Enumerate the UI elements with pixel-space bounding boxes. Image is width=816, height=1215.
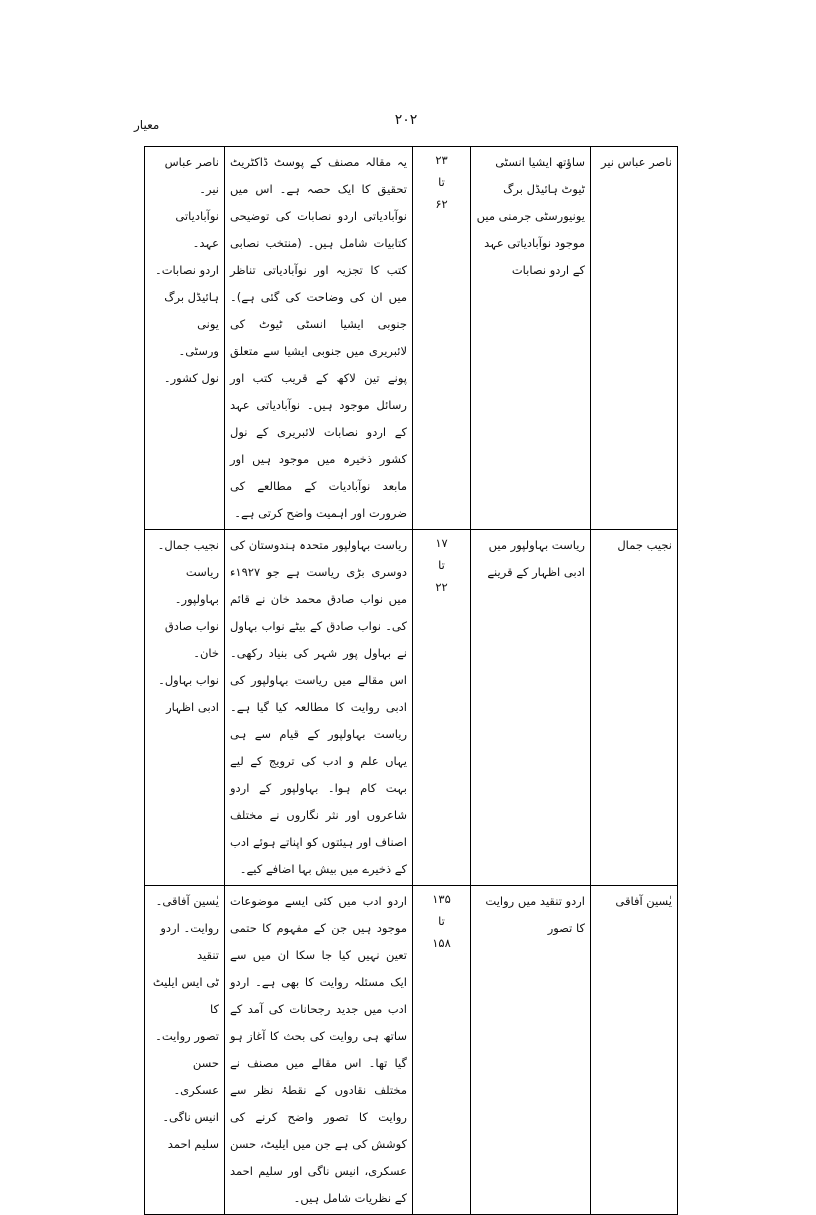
- keyword: ورسٹی۔: [178, 344, 219, 358]
- keyword: ناصر عباس نیر۔: [164, 155, 219, 196]
- author-cell: نجیب جمال: [591, 530, 678, 886]
- keyword: ہائیڈل برگ یونی: [164, 290, 219, 331]
- summary-cell: یہ مقالہ مصنف کے پوسٹ ڈاکٹریٹ تحقیق کا ایک حصہ ہے۔ اس میں نوآبادیاتی اردو نصابات کی توضیحی کتابیات شامل ہیں۔ (منتخب نصابی کتب کا تجزیہ اور نوآبادیاتی تناظر میں ان کی وضاحت کی گئی ہے)۔ جنوبی ایشیا انسٹی ٹیوٹ کی لائبریری میں جنوبی ایشیا سے متعلق پونے تین لاکھ کے قریب کتب اور رسائل موجود ہیں۔ نوآبادیاتی عہد کے اردو نصابات لائبریری کے نول کشور ذخیرہ میں موجود ہیں اور مابعد نوآبادیات کے مطالعے کی ضرورت اور اہمیت واضح کرتی ہے۔: [225, 147, 413, 530]
- keyword: نواب بہاول۔: [158, 673, 219, 687]
- title-cell: اردو تنقید میں روایت کا تصور: [471, 886, 591, 1215]
- summary-cell: ریاست بہاولپور متحدہ ہندوستان کی دوسری بڑی ریاست ہے جو ۱۹۲۷ء میں نواب صادق محمد خان نے قائم کی۔ نواب صادق کے بیٹے نواب بہاول نے بہاول پور شہر کی بنیاد رکھی۔ اس مقالے میں ریاست بہاولپور کی ادبی روایت کا مطالعہ کیا گیا ہے۔ ریاست بہاولپور کے قیام سے ہی یہاں علم و ادب کی ترویج کے لیے بہت کام ہوا۔ بہاولپور کے اردو شاعروں اور نثر نگاروں نے مختلف اصناف اور ہیئتوں کو اپناتے ہوئے ادب کے ذخیرے میں بیش بہا اضافے کیے۔: [225, 530, 413, 886]
- table-row: [145, 147, 678, 530]
- title-cell: ریاست بہاولپور میں ادبی اظہار کے قرینے: [471, 530, 591, 886]
- keywords-cell: [145, 147, 225, 530]
- page-start: ۲۳: [435, 153, 448, 167]
- keyword: ٹی ایس ایلیٹ کا: [152, 975, 219, 1016]
- table-row: [145, 530, 678, 886]
- pages-cell: [413, 886, 471, 1215]
- page-end: ۶۲: [435, 197, 448, 211]
- keyword: نواب صادق: [164, 619, 219, 633]
- page-start: ۱۷: [435, 536, 448, 550]
- keyword: اردو نصابات۔: [154, 263, 219, 277]
- keyword: ریاست بہاولپور۔: [174, 565, 219, 606]
- summary-cell: اردو ادب میں کئی ایسے موضوعات موجود ہیں جن کے مفہوم کا حتمی تعین نہیں کیا جا سکا ان میں سے ایک مسئلہ روایت کا بھی ہے۔ اردو ادب میں جدید رجحانات کی آمد کے ساتھ ہی روایت کی بحث کا آغاز ہو گیا تھا۔ اس مقالے میں مصنف نے مختلف نقادوں کے نقطۂ نظر سے روایت کا تصور واضح کرنے کی کوشش کی ہے جن میں ایلیٹ، حسن عسکری، انیس ناگی اور سلیم احمد کے نظریات شامل ہیں۔: [225, 886, 413, 1215]
- page-end: ۱۵۸: [432, 936, 451, 950]
- page-start: ۱۳۵: [432, 892, 451, 906]
- keyword: روایت۔ اردو تنقید: [160, 921, 219, 962]
- page-to: تا: [438, 175, 445, 189]
- keyword: نجیب جمال۔: [157, 538, 219, 552]
- pages-cell: [413, 147, 471, 530]
- keyword: حسن عسکری۔: [173, 1056, 219, 1097]
- keywords-cell: [145, 530, 225, 886]
- keyword: تصور روایت۔: [155, 1029, 219, 1043]
- keyword: یٰسین آفاقی۔: [155, 894, 219, 908]
- keyword: خان۔: [193, 646, 219, 660]
- page-number: ۲۰۲: [394, 112, 418, 128]
- page-end: ۲۲: [435, 580, 448, 594]
- table-row: [145, 886, 678, 1215]
- page-to: تا: [438, 558, 445, 572]
- keywords-cell: [145, 886, 225, 1215]
- index-table: [144, 146, 678, 1215]
- title-cell: ساؤتھ ایشیا انسٹی ٹیوٹ ہائیڈل برگ یونیورسٹی جرمنی میں موجود نوآبادیاتی عہد کے اردو نصابات: [471, 147, 591, 530]
- author-cell: یٰسین آفاقی: [591, 886, 678, 1215]
- keyword: ادبی اظہار: [166, 700, 219, 714]
- keyword: نول کشور۔: [163, 371, 219, 385]
- keyword: انیس ناگی۔ سلیم احمد: [162, 1110, 219, 1151]
- keyword: نوآبادیاتی عہد۔: [175, 209, 219, 250]
- author-cell: ناصر عباس نیر: [591, 147, 678, 530]
- page-to: تا: [438, 914, 445, 928]
- journal-name: معیار: [134, 118, 160, 132]
- pages-cell: [413, 530, 471, 886]
